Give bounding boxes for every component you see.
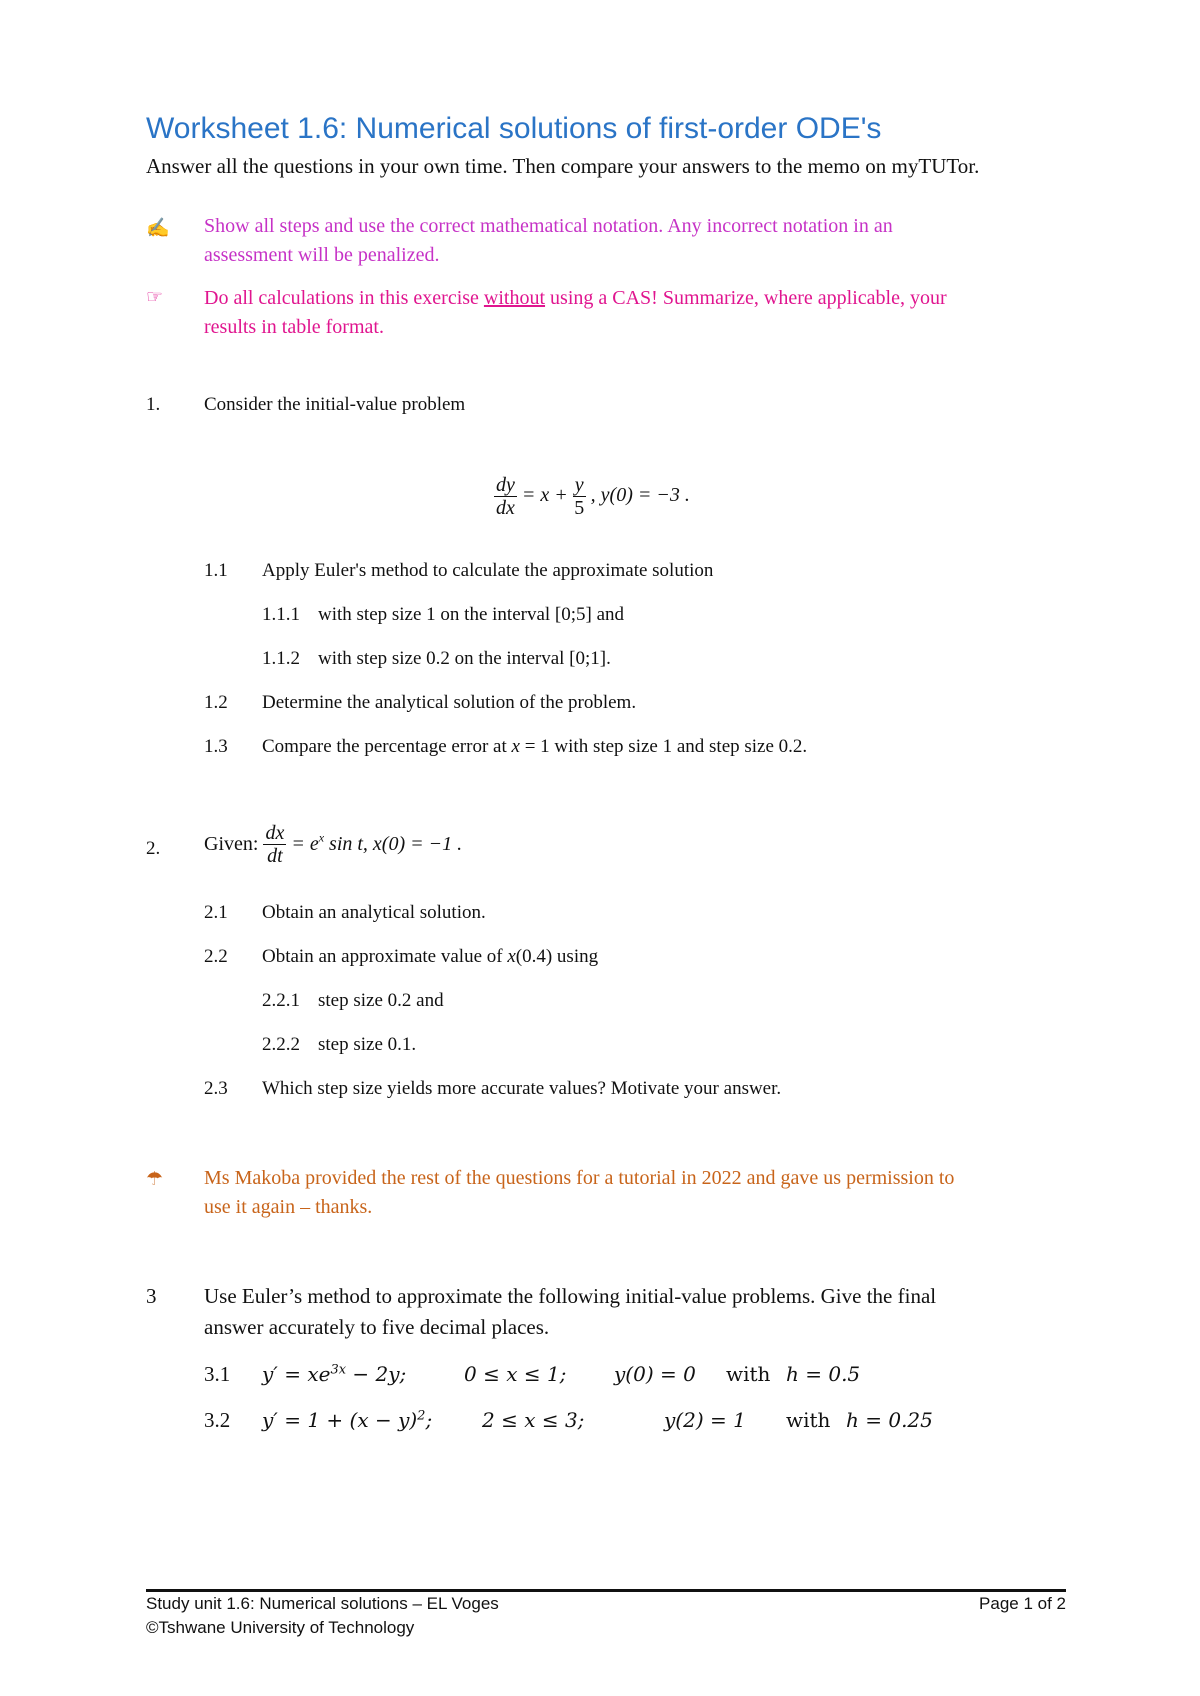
q2-2-number: 2.2 [204, 946, 228, 967]
q2-number: 2. [146, 838, 161, 859]
q1-3-text: Compare the percentage error at x = 1 with step size 1 and step size 0.2. [262, 736, 808, 757]
q1-frac-y5: $\frac{y}{5}$ [574, 474, 585, 519]
q2-2-1-text: step size 0.2 and [318, 990, 444, 1011]
pointing-hand-icon: ☞ [146, 287, 164, 308]
footer-divider [146, 1589, 1066, 1592]
q1-frac-dydx: $\frac{dy}{dx}$ [496, 474, 515, 519]
intro-text: Answer all the questions in your own time. Then compare your answers to the memo on myTUTor. [146, 154, 980, 178]
q3-2-with: with [786, 1408, 831, 1432]
q1-1-1-number: 1.1.1 [262, 604, 300, 625]
writing-hand-icon: ✍ [146, 218, 170, 239]
q1-equation: $\frac{dy}{dx}$ = x + $\frac{y}{5}$ , y(0) = −3 . [496, 474, 690, 519]
umbrella-icon: ☂ [146, 1169, 164, 1190]
q3-2-number: 3.2 [204, 1408, 231, 1432]
q3-text-line1: Use Euler’s method to approximate the following initial-value problems. Give the final [204, 1284, 937, 1308]
note-makoba-line1: Ms Makoba provided the rest of the questions for a tutorial in 2022 and gave us permission to [204, 1167, 955, 1189]
q2-2-2-text: step size 0.1. [318, 1034, 417, 1055]
q3-1-number: 3.1 [204, 1362, 231, 1386]
q1-3-number: 1.3 [204, 736, 228, 757]
q2-2-1-number: 2.2.1 [262, 990, 300, 1011]
q1-1-1-text: with step size 1 on the interval [0;5] and [318, 604, 625, 625]
q1-1-text: Apply Euler's method to calculate the approximate solution [262, 560, 714, 581]
q1-text: Consider the initial-value problem [204, 394, 466, 415]
note-makoba-line2: use it again – thanks. [204, 1196, 373, 1218]
q2-frac-dxdt: $\frac{dx}{dt}$ [265, 822, 285, 867]
q1-number: 1. [146, 394, 161, 415]
q3-text-line2: answer accurately to five decimal places. [204, 1315, 550, 1339]
q1-1-number: 1.1 [204, 560, 228, 581]
q2-1-number: 2.1 [204, 902, 228, 923]
q2-1-text: Obtain an analytical solution. [262, 902, 486, 923]
q2-3-text: Which step size yields more accurate values? Motivate your answer. [262, 1078, 782, 1099]
q3-2-equation: $y' = 1 + (x - y)^2$; [262, 1408, 433, 1432]
q3-1-initial: y(0) = 0 [614, 1362, 696, 1386]
q3-number: 3 [146, 1284, 157, 1308]
note-cas-line1 [204, 284, 947, 313]
q3-2-step: h = 0.25 [846, 1408, 933, 1432]
note-cas-pre: Do all calculations in this exercise [204, 287, 484, 309]
note-show-steps-line1: Show all steps and use the correct mathematical notation. Any incorrect notation in an [204, 215, 893, 237]
q1-2-text: Determine the analytical solution of the problem. [262, 692, 637, 713]
q3-1-step: h = 0.5 [786, 1362, 861, 1386]
footer-study-unit: Study unit 1.6: Numerical solutions – EL Voges [146, 1594, 499, 1613]
note-cas-post: using a CAS! Summarize, where applicable, your [545, 287, 947, 309]
q1-1-2-text: with step size 0.2 on the interval [0;1]. [318, 648, 611, 669]
q2-3-number: 2.3 [204, 1078, 228, 1099]
note-cas-line2: results in table format. [204, 316, 384, 338]
q2-equation: Given: $\frac{dx}{dt}$ = $e^x$ sin t, x(0) = −1 . [204, 822, 463, 867]
footer-page-number: Page 1 of 2 [979, 1594, 1066, 1613]
footer-copyright: ©Tshwane University of Technology [146, 1618, 415, 1637]
page-title: Worksheet 1.6: Numerical solutions of first-order ODE's [146, 112, 882, 145]
q2-2-2-number: 2.2.2 [262, 1034, 300, 1055]
q3-2-range: 2 ≤ x ≤ 3; [482, 1408, 585, 1432]
q3-2-initial: y(2) = 1 [664, 1408, 746, 1432]
q3-1-with: with [726, 1362, 771, 1386]
q1-2-number: 1.2 [204, 692, 228, 713]
q2-2-text: Obtain an approximate value of x(0.4) using [262, 946, 599, 967]
q1-1-2-number: 1.1.2 [262, 648, 300, 669]
note-show-steps-line2: assessment will be penalized. [204, 244, 440, 266]
q3-1-range: 0 ≤ x ≤ 1; [464, 1362, 567, 1386]
note-cas-without: without [483, 287, 546, 309]
q3-1-equation: $y' = xe^{3x} - 2y$; [262, 1362, 407, 1386]
